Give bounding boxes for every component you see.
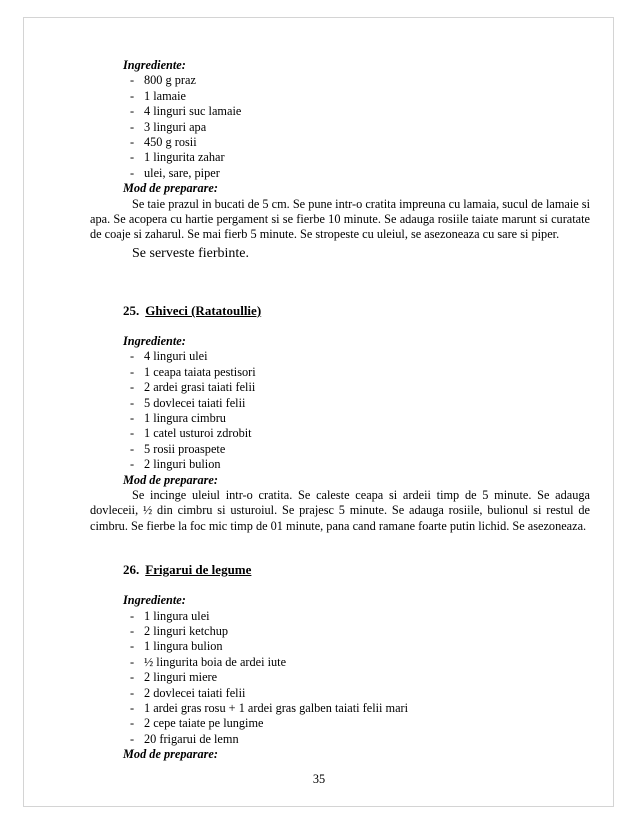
page-number: 35 xyxy=(312,772,326,786)
recipe-continued xyxy=(90,58,590,263)
method-heading: Mod de preparare: xyxy=(123,747,218,762)
list-item: - 2 cepe taiate pe lungime xyxy=(130,716,590,731)
recipe-name: Ghiveci (Ratatoullie) xyxy=(145,302,262,318)
recipe-25 xyxy=(90,303,590,534)
list-item: - 1 lingurita zahar xyxy=(130,150,590,165)
method-paragraph: Se incinge uleiul intr-o cratita. Se caleste ceapa si ardeii timp de 5 minute. Se adauga dovleceii, ½ din cimbru si usturoiul. Se prajesc 5 minute. Se adauga rosiile, bulionul si restul de cimbru. Se fierbe la foc mic timp de 01 minute, pana cand ramane foarte putin lichid. Se asezoneaza. xyxy=(90,487,590,533)
recipe-number: 26. xyxy=(123,562,140,578)
list-item: - 2 dovlecei taiati felii xyxy=(130,686,590,701)
ingredients-list xyxy=(90,73,590,181)
list-item: - 3 linguri apa xyxy=(130,120,590,135)
list-item: - 1 ardei gras rosu + 1 ardei gras galben taiati felii mari xyxy=(130,701,590,716)
method-heading: Mod de preparare: xyxy=(123,181,218,196)
list-item: - 1 ceapa taiata pestisori xyxy=(130,365,590,380)
recipe-title xyxy=(123,303,590,319)
list-item: - 4 linguri ulei xyxy=(130,349,590,364)
list-item: - 2 linguri ketchup xyxy=(130,624,590,639)
recipe-name: Frigarui de legume xyxy=(145,562,252,578)
list-item: - 800 g praz xyxy=(130,73,590,88)
ingredients-list xyxy=(90,349,590,472)
ingredients-heading: Ingrediente: xyxy=(123,593,186,608)
recipe-26 xyxy=(90,562,590,762)
method-paragraph: Se taie prazul in bucati de 5 cm. Se pune intr-o cratita impreuna cu lamaia, sucul de lamaie si apa. Se acopera cu hartie pergament si se fierbe 10 minute. Se adauga rosiile taiate marunt si curatate de coaje si zaharul. Se mai fierb 5 minute. Se stropeste cu uleiul, se asezoneaza cu sare si piper. xyxy=(90,196,590,242)
list-item: - 1 catel usturoi zdrobit xyxy=(130,426,590,441)
list-item: - 2 ardei grasi taiati felii xyxy=(130,380,590,395)
list-item: - 5 dovlecei taiati felii xyxy=(130,396,590,411)
document-body xyxy=(90,58,590,763)
list-item: - ½ lingurita boia de ardei iute xyxy=(130,655,590,670)
list-item: - 450 g rosii xyxy=(130,135,590,150)
list-item: - ulei, sare, piper xyxy=(130,166,590,181)
list-item: - 1 lingura bulion xyxy=(130,639,590,654)
list-item: - 4 linguri suc lamaie xyxy=(130,104,590,119)
ingredients-list xyxy=(90,609,590,748)
list-item: - 1 lamaie xyxy=(130,89,590,104)
list-item: - 2 linguri miere xyxy=(130,670,590,685)
list-item: - 20 frigarui de lemn xyxy=(130,732,590,747)
list-item: - 5 rosii proaspete xyxy=(130,442,590,457)
serving-note: Se serveste fierbinte. xyxy=(132,245,250,261)
list-item: - 1 lingura ulei xyxy=(130,609,590,624)
list-item: - 1 lingura cimbru xyxy=(130,411,590,426)
list-item: - 2 linguri bulion xyxy=(130,457,590,472)
method-heading: Mod de preparare: xyxy=(123,472,218,487)
recipe-number: 25. xyxy=(123,302,140,318)
recipe-title xyxy=(123,562,590,578)
ingredients-heading: Ingrediente: xyxy=(123,333,186,348)
ingredients-heading: Ingrediente: xyxy=(123,58,186,72)
